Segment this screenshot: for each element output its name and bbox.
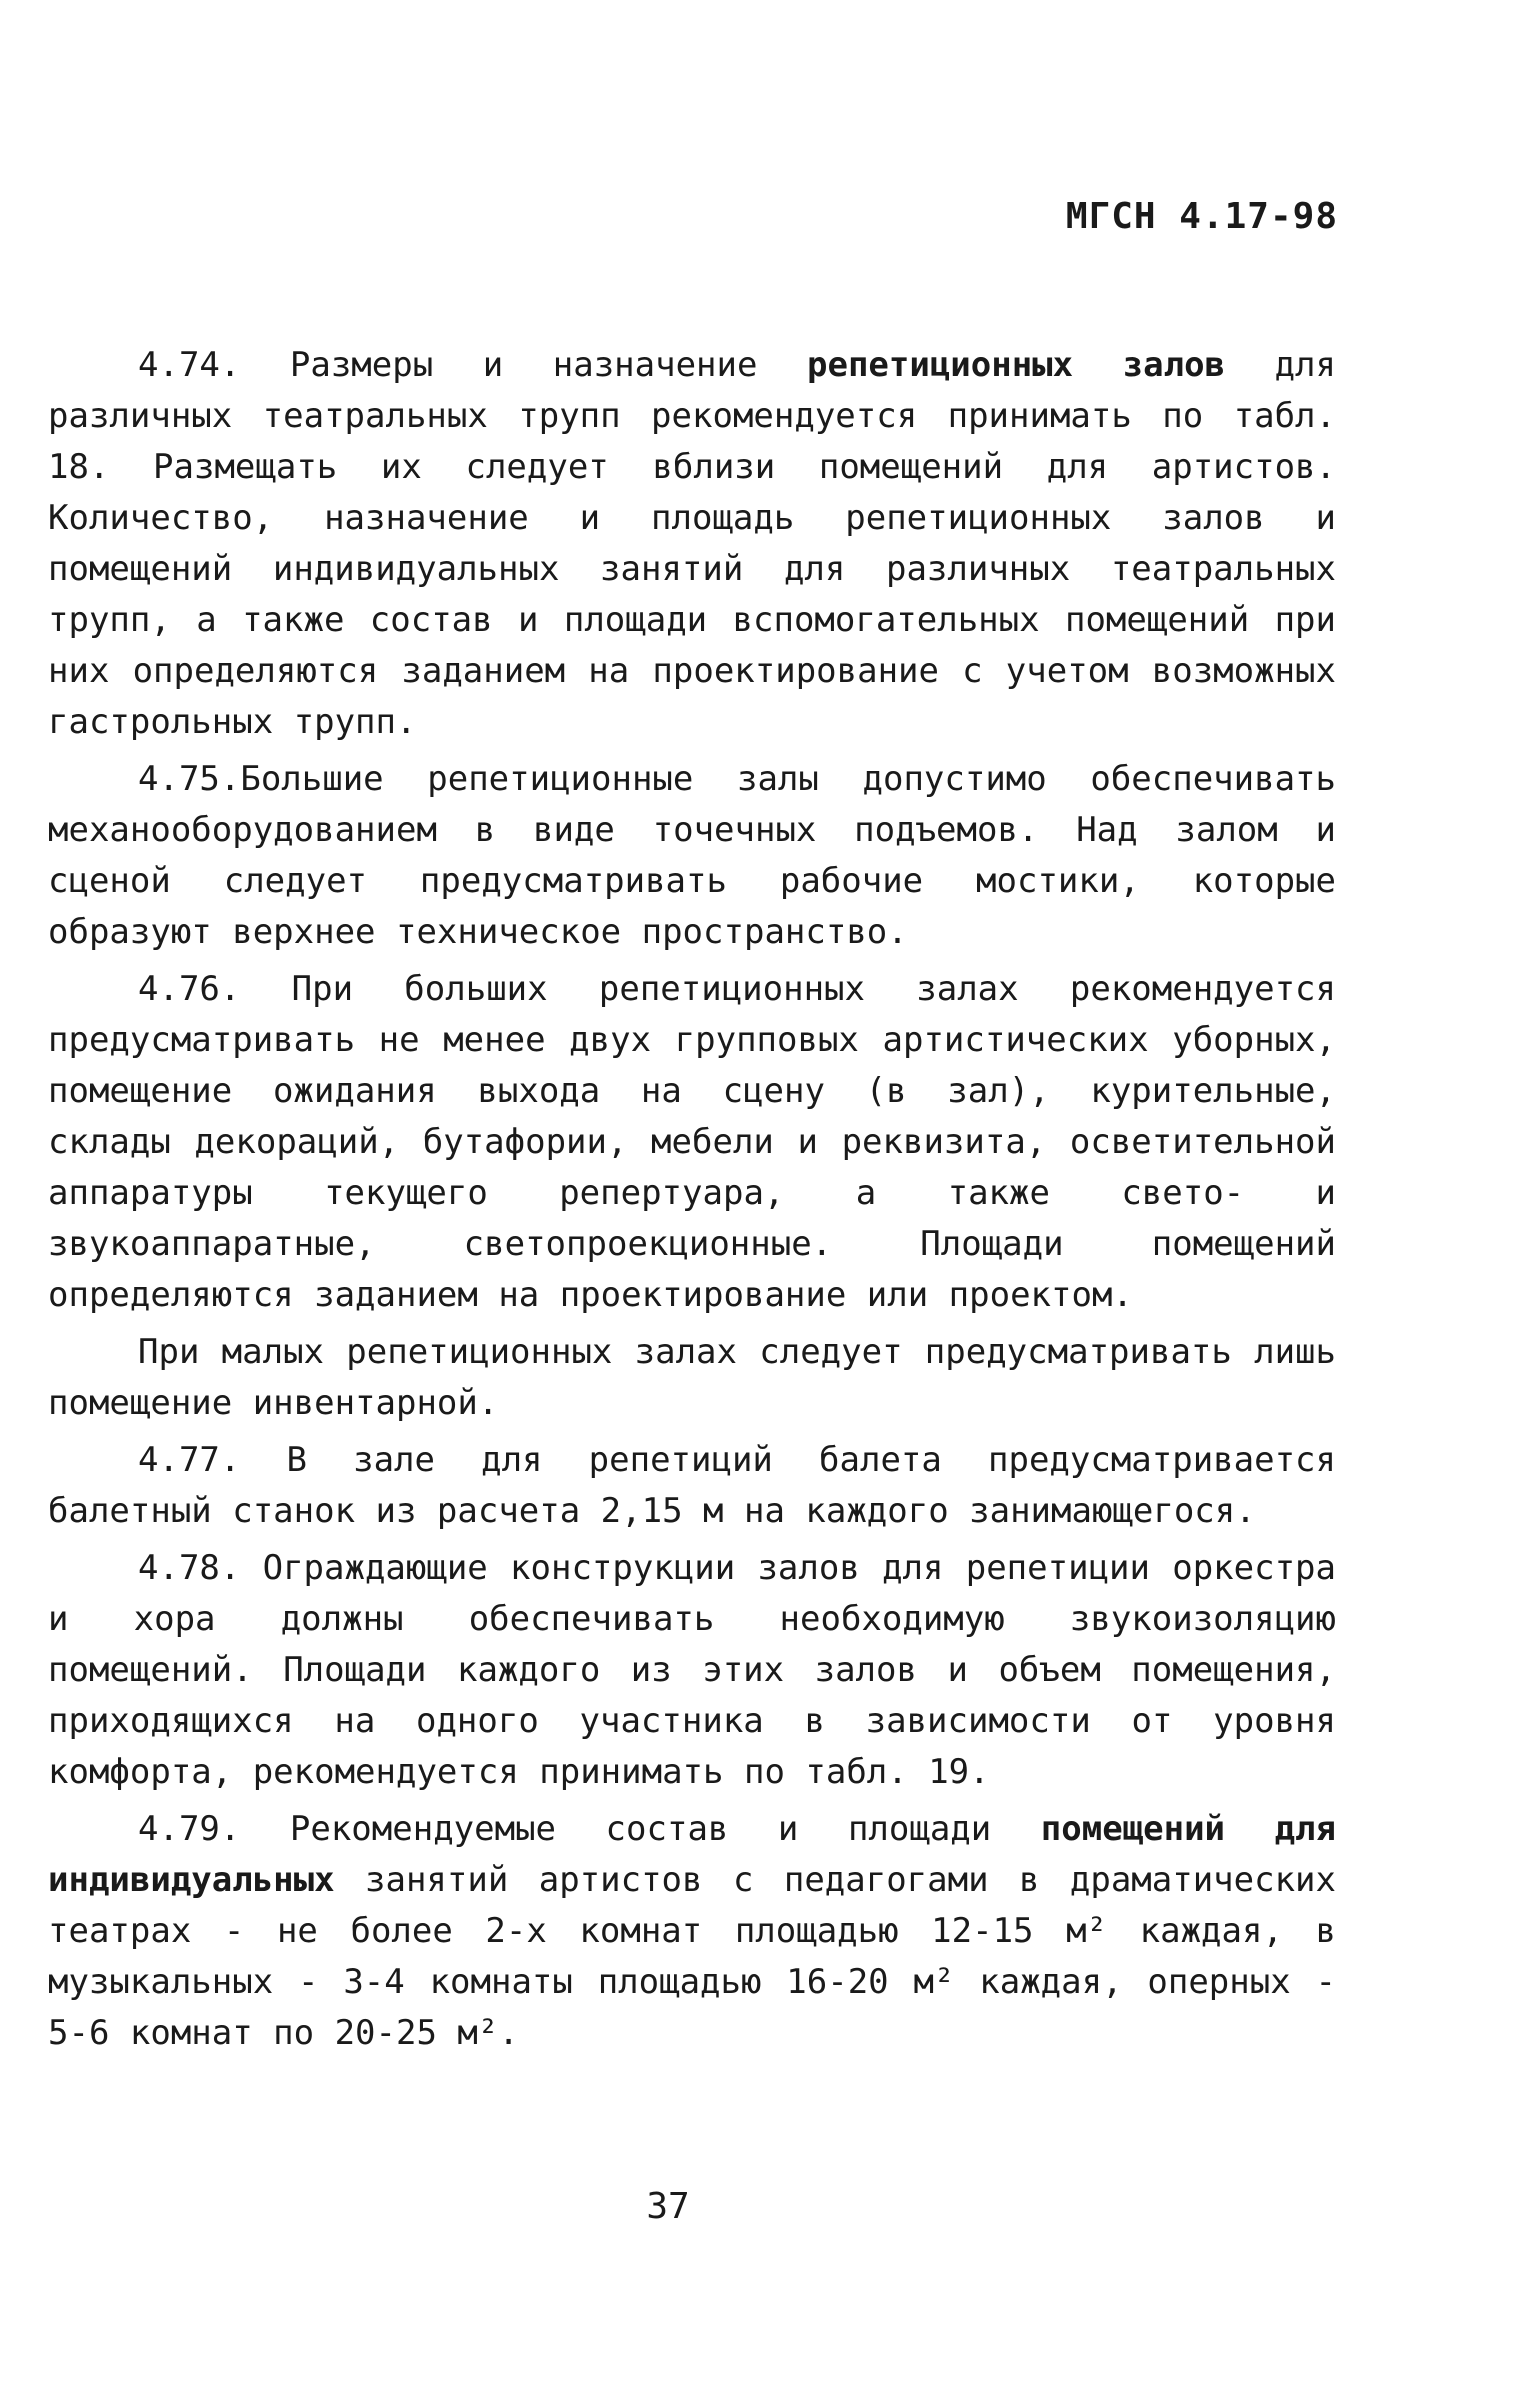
bold-term: помещений для индивидуальных	[48, 1809, 1336, 1900]
paragraph-text: занятий артистов с педагогами в драматических театрах - не более 2-х комнат площадью 12-15 м² каждая, в музыкальных - 3-4 комнаты площадью 16-20 м² каждая, оперных - 5-6 комнат по 20-25 м².	[48, 1860, 1336, 2053]
paragraph-text: для различных театральных трупп рекомендуется принимать по табл. 18. Размещать их следует вблизи помещений для артистов. Количество, назначение и площадь репетиционных залов и помещений индивидуальных занятий для различных театральных трупп, а также состав и площади вспомогательных помещений при них определяются заданием на проектирование с учетом возможных гастрольных трупп.	[48, 345, 1336, 742]
paragraph-4-76	[48, 964, 1336, 1321]
paragraph-small-halls	[48, 1327, 1336, 1429]
paragraph-4-75	[48, 754, 1336, 958]
paragraph-text: 4.75.Большие репетиционные залы допустимо обеспечивать механооборудованием в виде точечных подъемов. Над залом и сценой следует предусматривать рабочие мостики, которые образуют верхнее техническое пространство.	[48, 759, 1336, 952]
paragraph-text: При малых репетиционных залах следует предусматривать лишь помещение инвентарной.	[48, 1332, 1336, 1423]
paragraph-text: 4.78. Ограждающие конструкции залов для репетиции оркестра и хора должны обеспечивать необходимую звукоизоляцию помещений. Площади каждого из этих залов и объем помещения, приходящихся на одного участника в зависимости от уровня комфорта, рекомендуется принимать по табл. 19.	[48, 1548, 1336, 1792]
paragraph-4-77	[48, 1435, 1336, 1537]
document-body	[48, 340, 1336, 2065]
paragraph-4-78	[48, 1543, 1336, 1798]
paragraph-text: 4.76. При больших репетиционных залах рекомендуется предусматривать не менее двух групповых артистических уборных, помещение ожидания выхода на сцену (в зал), курительные, склады декораций, бутафории, мебели и реквизита, осветительной аппаратуры текущего репертуара, а также свето- и звукоаппаратные, светопроекционные. Площади помещений определяются заданием на проектирование или проектом.	[48, 969, 1336, 1315]
paragraph-4-79	[48, 1804, 1336, 2059]
page-number: 37	[646, 2186, 690, 2227]
paragraph-text: 4.79. Рекомендуемые состав и площади	[138, 1809, 1041, 1849]
paragraph-text: 4.74. Размеры и назначение	[138, 345, 808, 385]
bold-term: репетиционных залов	[807, 345, 1226, 385]
paragraph-text: 4.77. В зале для репетиций балета предусматривается балетный станок из расчета 2,15 м на каждого занимающегося.	[48, 1440, 1336, 1531]
paragraph-4-74	[48, 340, 1336, 748]
document-code: МГСН 4.17-98	[1065, 196, 1338, 237]
